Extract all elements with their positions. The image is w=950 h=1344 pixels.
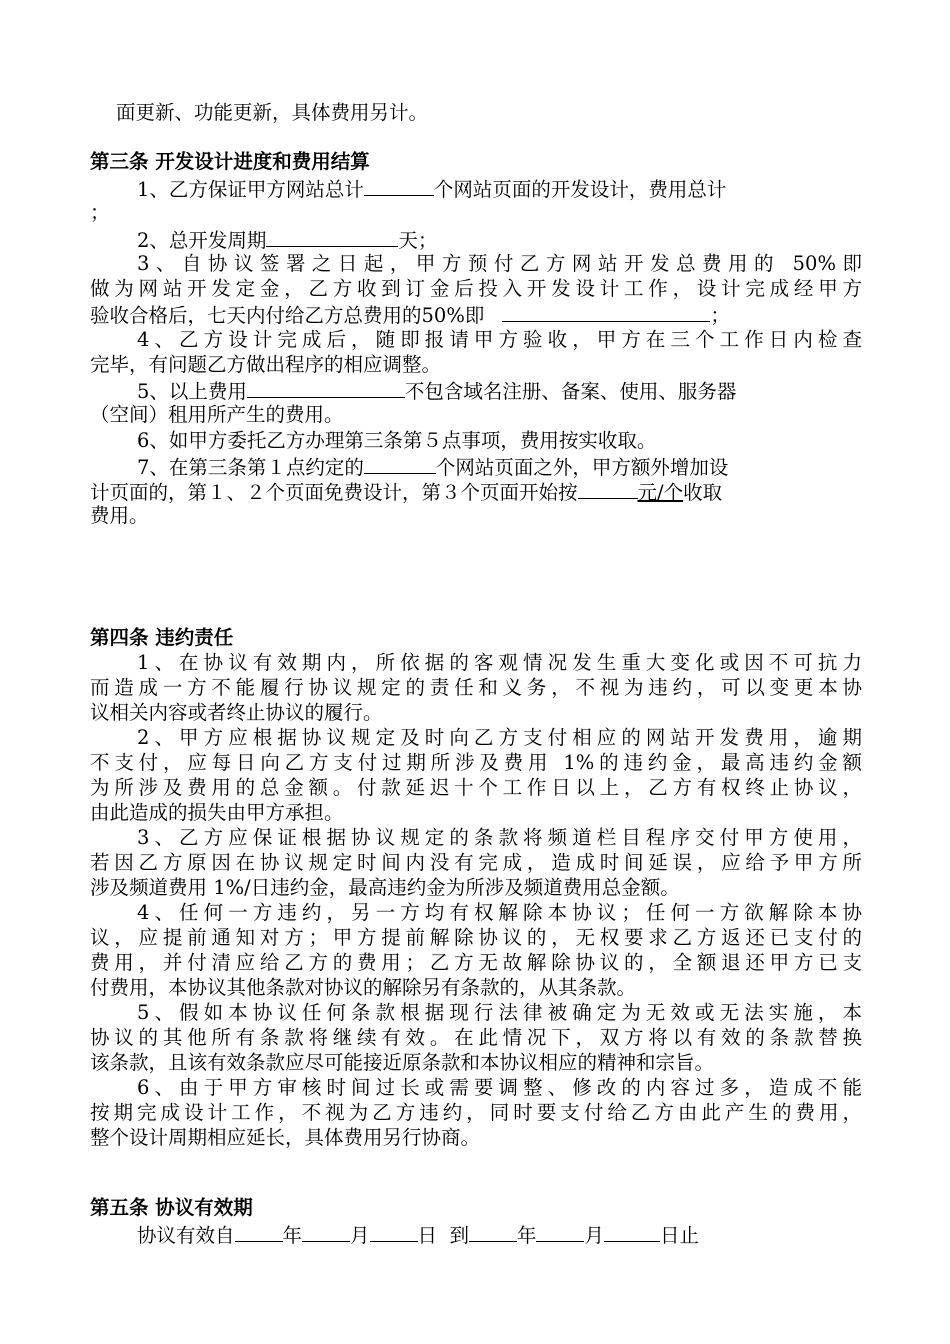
- blank-start-day[interactable]: [370, 1221, 418, 1242]
- article-4-p4-line-4: [90, 975, 862, 1000]
- article-4-p1-line-3: [90, 700, 862, 725]
- blank-start-year[interactable]: [235, 1221, 283, 1242]
- text: 收取: [683, 481, 723, 504]
- article-5-term-line: [137, 1221, 862, 1248]
- article-3-item-5: [137, 377, 862, 404]
- article-3-item-5-cont: [90, 402, 862, 427]
- article-3-item-7: [137, 453, 862, 480]
- article-4-p5-line-2: [90, 1025, 862, 1050]
- text: 验收合格后，七天内付给乙方总费用的50%即: [90, 304, 485, 327]
- blank-page-count[interactable]: [364, 175, 434, 196]
- text: 2、总开发周期: [137, 229, 267, 252]
- blank-end-day[interactable]: [604, 1221, 660, 1242]
- text: 付费用，本协议其他条款对协议的解除另有条款的，从其条款。: [90, 976, 637, 999]
- article-3-item-2: [137, 226, 862, 253]
- article-4-heading: [90, 625, 862, 650]
- text: 该条款，且该有效条款应尽可能接近原条款和本协议相应的精神和宗旨。: [90, 1051, 715, 1074]
- intro-text: 面更新、功能更新，具体费用另计。: [116, 101, 429, 124]
- text: 月: [350, 1224, 370, 1247]
- article-3-heading-text: 第三条 开发设计进度和费用结算: [90, 150, 370, 173]
- article-3-item-4-line-2: [90, 352, 862, 377]
- text: 日止: [659, 1224, 699, 1247]
- text: 议相关内容或者终止协议的履行。: [90, 701, 383, 724]
- text: 元/个: [637, 481, 684, 504]
- text: 费用，并付清应给乙方的费用；乙方无故解除协议的，全额退还甲方已支: [90, 951, 862, 974]
- text: ；: [90, 201, 110, 224]
- article-3-item-6: [137, 428, 862, 453]
- article-3-item-7-line-3: [90, 503, 862, 528]
- article-3-item-1: [137, 175, 862, 202]
- text: ；: [710, 304, 730, 327]
- article-3-item-3-line-2: [90, 276, 862, 301]
- blank-fee[interactable]: [247, 377, 405, 398]
- article-3-item-1-cont: [90, 200, 862, 225]
- text: 计页面的，第１、２个页面免费设计，第３个页面开始按: [90, 481, 578, 504]
- article-3-item-3-line-1: [137, 251, 862, 276]
- text: 不包含域名注册、备案、使用、服务器: [404, 380, 737, 403]
- article-5-heading: [90, 1195, 862, 1220]
- text: 1、乙方保证甲方网站总计: [137, 178, 364, 201]
- blank-dev-period[interactable]: [266, 226, 398, 247]
- article-5-heading-text: 第五条 协议有效期: [90, 1196, 253, 1219]
- article-4-p5-line-3: [90, 1050, 862, 1075]
- text: 整个设计周期相应延长，具体费用另行协商。: [90, 1126, 481, 1149]
- text: 由此造成的损失由甲方承担。: [90, 801, 344, 824]
- blank-agreed-pages[interactable]: [364, 453, 436, 474]
- text: 1、在协议有效期内，所依据的客观情况发生重大变化或因不可抗力: [137, 651, 862, 674]
- article-4-p4-line-3: [90, 950, 862, 975]
- blank-final-payment[interactable]: [502, 301, 710, 322]
- text: 月: [584, 1224, 604, 1247]
- article-4-p1-line-1: [137, 650, 862, 675]
- text: 2、甲方应根据协议规定及时向乙方支付相应的网站开发费用，逾期: [137, 726, 862, 749]
- text: 做为网站开发定金，乙方收到订金后投入开发设计工作，设计完成经甲方: [90, 277, 862, 300]
- blank-end-month[interactable]: [536, 1221, 584, 1242]
- text: 6、由于甲方审核时间过长或需要调整、修改的内容过多，造成不能: [137, 1076, 862, 1099]
- text: 费用。: [90, 504, 149, 527]
- article-4-p3-line-3: [90, 875, 862, 900]
- article-3-item-4-line-1: [137, 327, 862, 352]
- article-4-p4-line-1: [137, 900, 862, 925]
- text: 个网站页面之外，甲方额外增加设: [435, 456, 729, 479]
- text: 不支付，应每日向乙方支付过期所涉及费用 1%的违约金，最高违约金额: [90, 751, 862, 774]
- text: 若因乙方原因在协议规定时间内没有完成，造成时间延误，应给予甲方所: [90, 851, 862, 874]
- text: 而造成一方不能履行协议规定的责任和义务，不视为违约，可以变更本协: [90, 676, 862, 699]
- article-4-p3-line-1: [137, 825, 862, 850]
- text: 6、如甲方委托乙方办理第三条第５点事项，费用按实收取。: [137, 429, 657, 452]
- text: 为所涉及费用的总金额。付款延迟十个工作日以上，乙方有权终止协议，: [90, 776, 862, 799]
- text: 5、以上费用: [137, 380, 247, 403]
- article-4-p2-line-2: [90, 750, 862, 775]
- article-4-p2-line-3: [90, 775, 862, 800]
- text: 涉及频道费用 1%/日违约金，最高违约金为所涉及频道费用总金额。: [90, 876, 680, 899]
- article-4-heading-text: 第四条 违约责任: [90, 626, 234, 649]
- article-4-p2-line-1: [137, 725, 862, 750]
- text: 5、假如本协议任何条款根据现行法律被确定为无效或无法实施，本: [137, 1001, 862, 1024]
- article-3-item-3-line-3: [90, 301, 862, 328]
- text: 年: [516, 1224, 537, 1247]
- text: 协议的其他所有条款将继续有效。在此情况下，双方将以有效的条款替换: [90, 1026, 862, 1049]
- text: 按期完成设计工作，不视为乙方违约，同时要支付给乙方由此产生的费用，: [90, 1101, 862, 1124]
- article-4-p2-line-4: [90, 800, 862, 825]
- text: （空间）租用所产生的费用。: [90, 403, 344, 426]
- article-4-p6-line-2: [90, 1100, 862, 1125]
- blank-end-year[interactable]: [469, 1221, 517, 1242]
- article-3-heading: [90, 149, 862, 174]
- article-4-p6-line-1: [137, 1075, 862, 1100]
- text: 3、自协议签署之日起，甲方预付乙方网站开发总费用的 50%即: [137, 252, 862, 275]
- text: 日 到: [417, 1224, 469, 1247]
- blank-start-month[interactable]: [302, 1221, 350, 1242]
- article-4-p6-line-3: [90, 1125, 862, 1150]
- text: 完毕，有问题乙方做出程序的相应调整。: [90, 353, 442, 376]
- article-4-p3-line-2: [90, 850, 862, 875]
- text: 协议有效自: [137, 1224, 235, 1247]
- text: 4、任何一方违约，另一方均有权解除本协议；任何一方欲解除本协: [137, 901, 862, 924]
- article-3-item-7-line-2: [90, 478, 862, 505]
- text: 4、乙方设计完成后，随即报请甲方验收，甲方在三个工作日内检查: [137, 328, 862, 351]
- text: 个网站页面的开发设计，费用总计: [433, 178, 727, 201]
- text: 7、在第三条第１点约定的: [137, 456, 364, 479]
- article-4-p4-line-2: [90, 925, 862, 950]
- article-4-p1-line-2: [90, 675, 862, 700]
- blank-unit-price[interactable]: [578, 478, 638, 499]
- article-4-p5-line-1: [137, 1000, 862, 1025]
- intro-line: [116, 100, 888, 125]
- text: 3、乙方应保证根据协议规定的条款将频道栏目程序交付甲方使用，: [137, 826, 862, 849]
- text: 年: [282, 1224, 303, 1247]
- text: 议，应提前通知对方；甲方提前解除协议的，无权要求乙方返还已支付的: [90, 926, 862, 949]
- text: 天；: [398, 229, 438, 252]
